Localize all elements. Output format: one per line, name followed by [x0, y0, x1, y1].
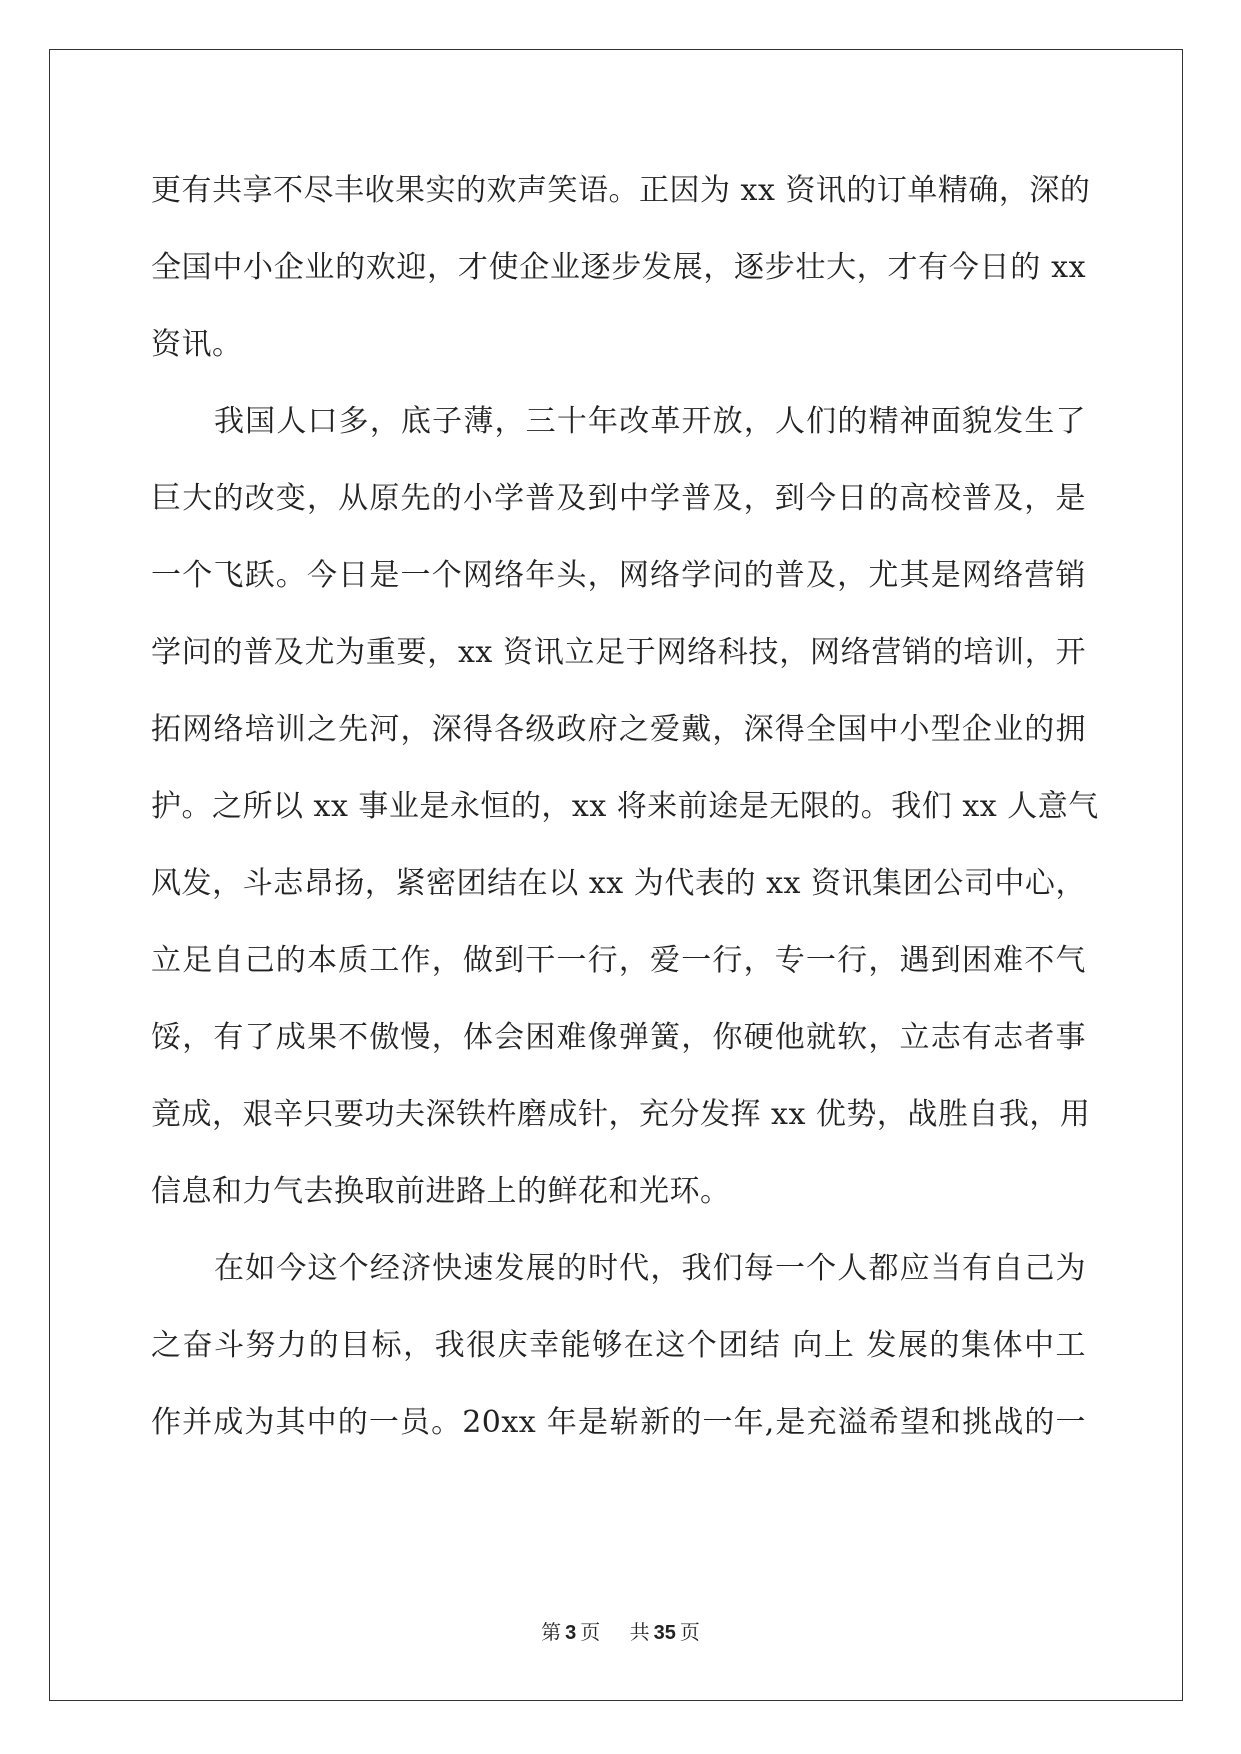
text-line: 资讯。 [151, 327, 243, 362]
total-prefix: 共 [629, 1620, 650, 1644]
page-suffix: 页 [580, 1620, 601, 1644]
text-line: 一个飞跃。今日是一个网络年头，网络学问的普及，尤其是网络营销 [151, 558, 1086, 593]
text-line: 作并成为其中的一员。20xx 年是崭新的一年,是充溢希望和挑战的一 [151, 1405, 1086, 1440]
text-line: 馁，有了成果不傲慢，体会困难像弹簧，你硬他就软，立志有志者事 [151, 1020, 1086, 1055]
text-line: 信息和力气去换取前进路上的鲜花和光环。 [151, 1174, 731, 1209]
text-line: 全国中小企业的欢迎，才使企业逐步发展，逐步壮大，才有今日的 xx [151, 250, 1086, 285]
text-line: 拓网络培训之先河，深得各级政府之爱戴，深得全国中小型企业的拥 [151, 712, 1086, 747]
text-line: 学问的普及尤为重要，xx 资讯立足于网络科技，网络营销的培训，开 [151, 635, 1086, 670]
total-suffix: 页 [679, 1620, 700, 1644]
page-number: 3 [565, 1622, 577, 1644]
text-line: 护。之所以 xx 事业是永恒的，xx 将来前途是无限的。我们 xx 人意气 [151, 789, 1099, 824]
text-line: 之奋斗努力的目标，我很庆幸能够在这个团结 向上 发展的集体中工 [151, 1328, 1086, 1363]
text-line: 更有共享不尽丰收果实的欢声笑语。正因为 xx 资讯的订单精确，深的 [151, 173, 1091, 208]
page-footer [0, 1616, 1241, 1645]
text-line: 风发，斗志昂扬，紧密团结在以 xx 为代表的 xx 资讯集团公司中心， [151, 866, 1086, 901]
text-line: 竟成，艰辛只要功夫深铁杵磨成针，充分发挥 xx 优势，战胜自我，用 [151, 1097, 1091, 1132]
text-line: 在如今这个经济快速发展的时代，我们每一个人都应当有自己为 [214, 1251, 1086, 1286]
page-prefix: 第 [541, 1620, 562, 1644]
text-line: 巨大的改变，从原先的小学普及到中学普及，到今日的高校普及，是 [151, 481, 1086, 516]
text-line: 我国人口多，底子薄，三十年改革开放，人们的精神面貌发生了 [214, 404, 1086, 439]
text-line: 立足自己的本质工作，做到干一行，爱一行，专一行，遇到困难不气 [151, 943, 1086, 978]
total-pages: 35 [653, 1622, 676, 1644]
